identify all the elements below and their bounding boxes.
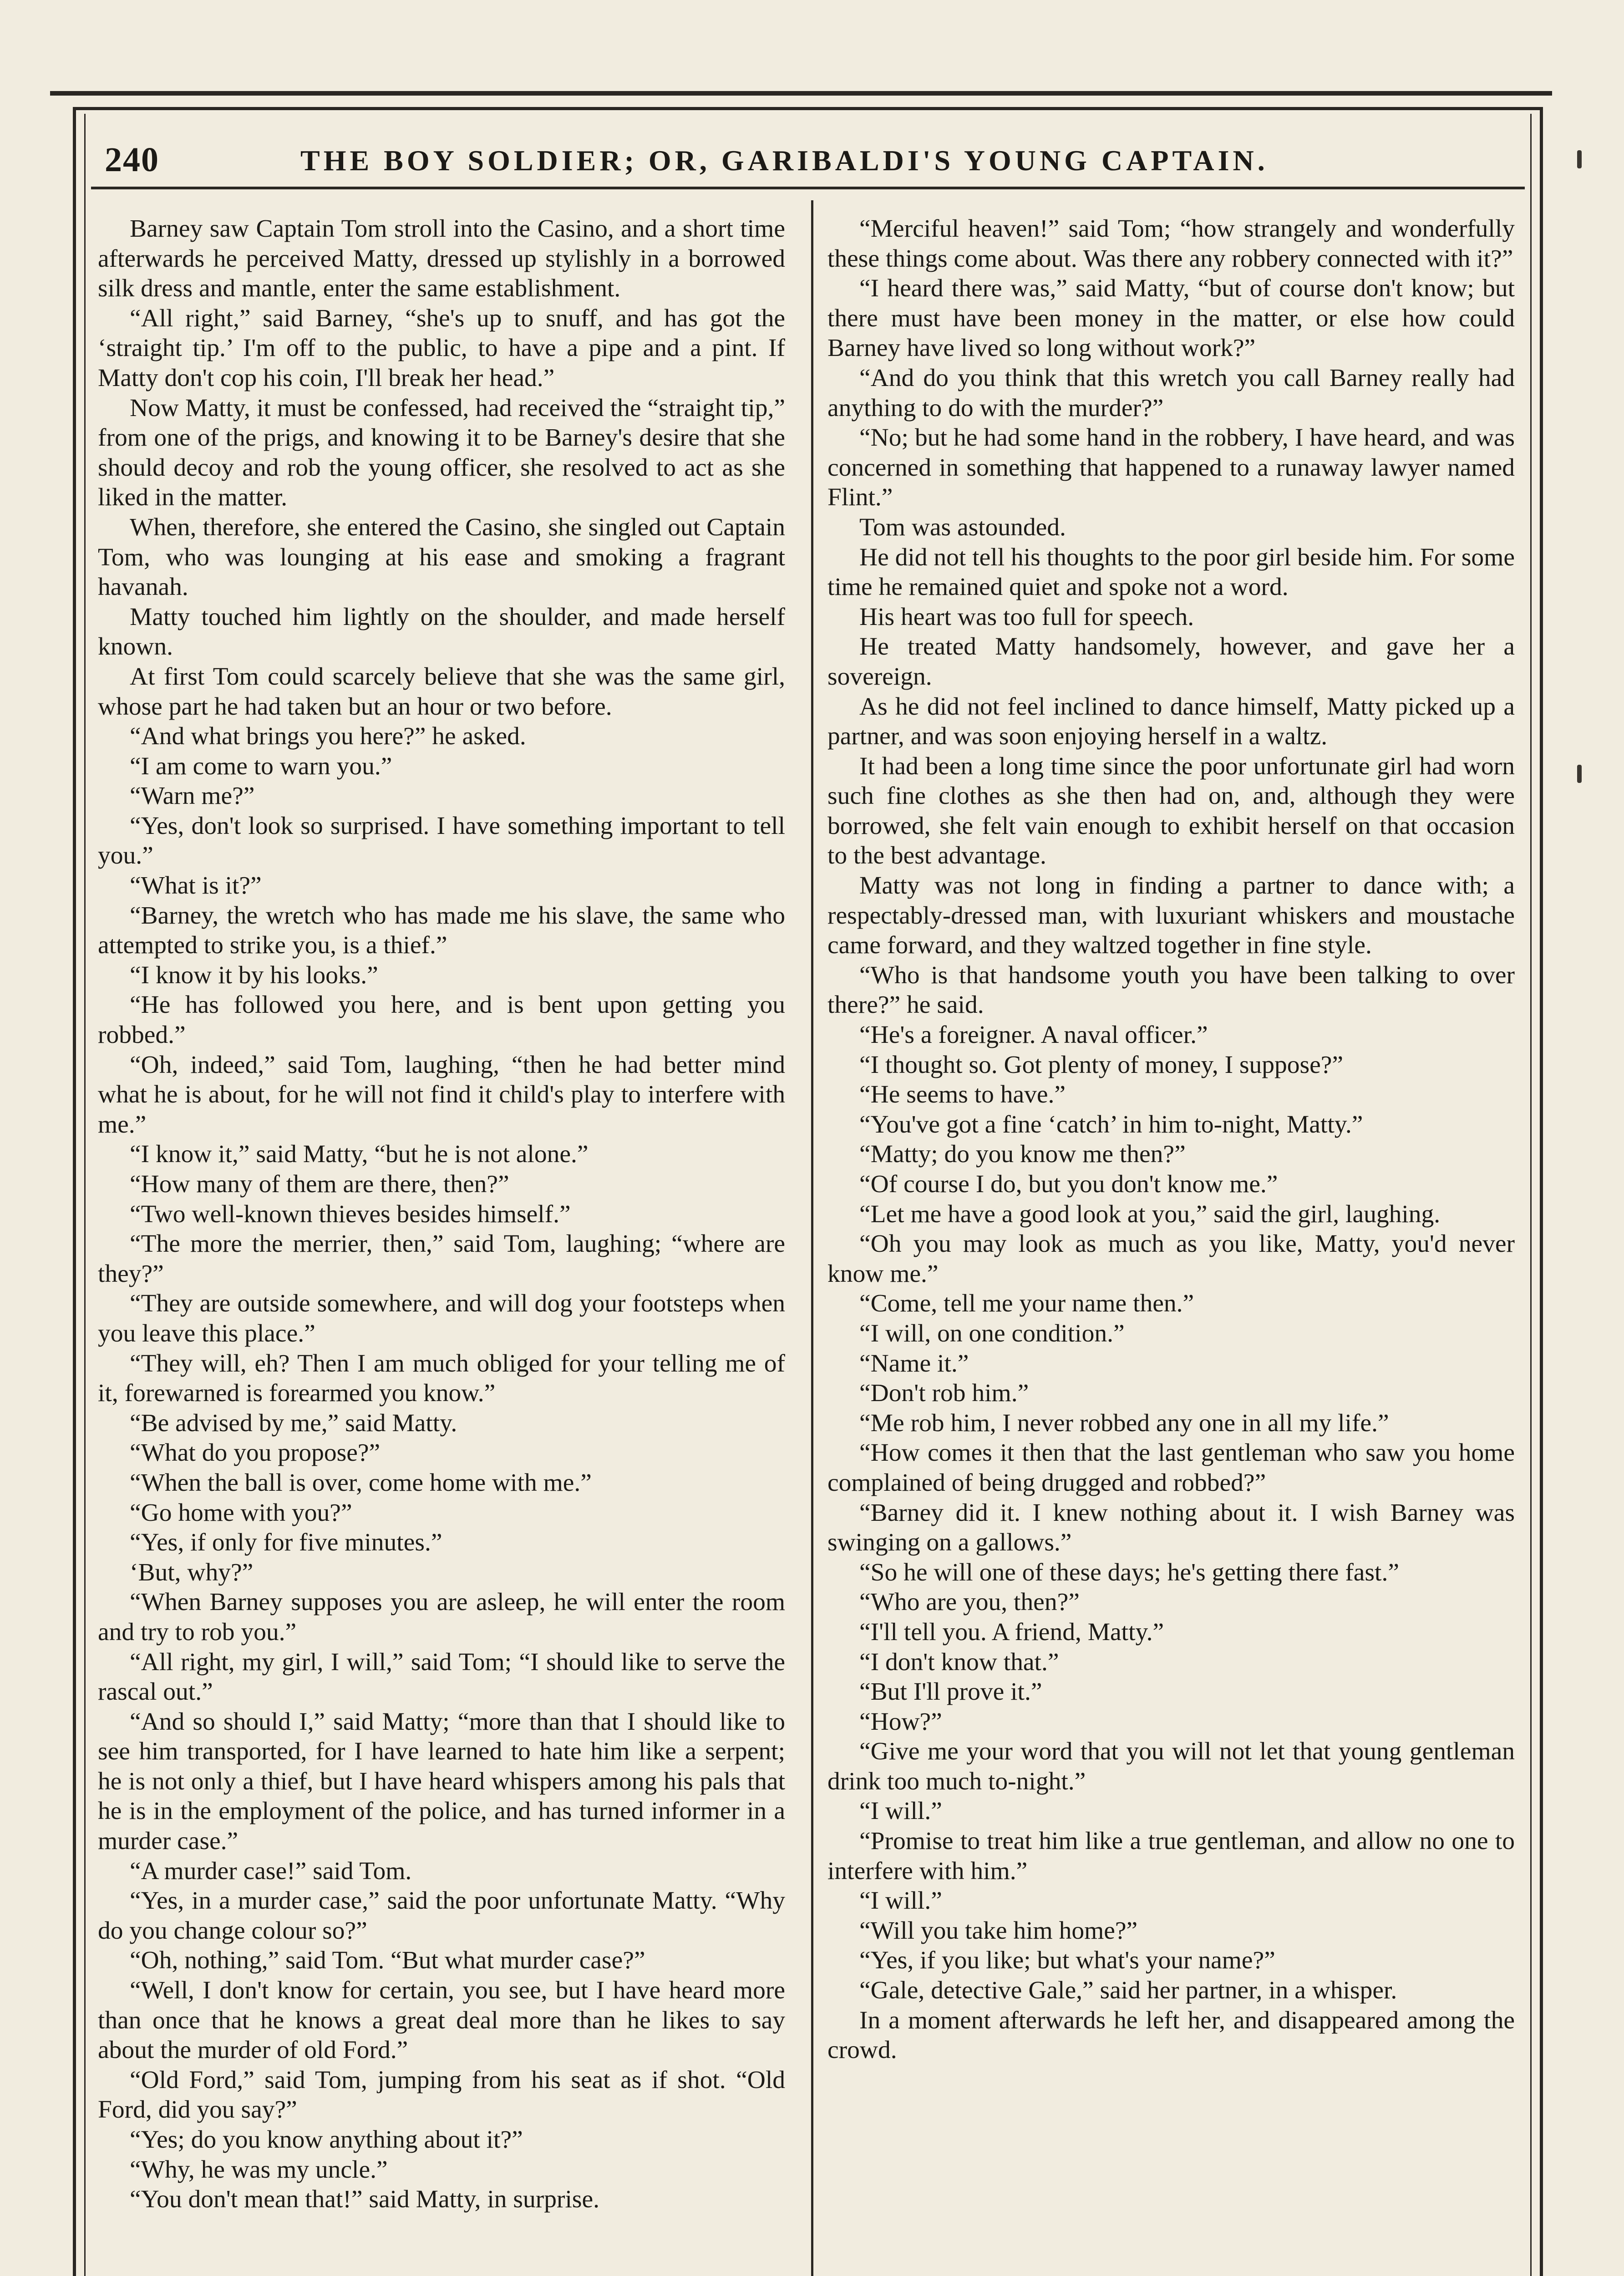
right-column	[827, 214, 1515, 2065]
body-paragraph: “Barney, the wretch who has made me his slave, the same who attempted to strike you, is a thief.”	[98, 901, 785, 960]
body-paragraph: “I heard there was,” said Matty, “but of course don't know; but there must have been money in the matter, or else how could Barney have lived so long without work?”	[827, 274, 1515, 362]
body-paragraph: “I will.”	[859, 1797, 942, 1825]
body-paragraph: “He seems to have.”	[859, 1081, 1066, 1109]
body-paragraph: “Let me have a good look at you,” said the girl, laughing.	[859, 1200, 1441, 1228]
body-paragraph: “I will, on one condition.”	[859, 1319, 1125, 1347]
body-paragraph: “He has followed you here, and is bent upon getting you robbed.”	[98, 991, 785, 1049]
body-paragraph: “Will you take him home?”	[859, 1916, 1138, 1945]
body-paragraph: “Merciful heaven!” said Tom; “how strangely and wonderfully these things come about. Was there any robbery connected with it?”	[827, 215, 1515, 273]
body-paragraph: “Be advised by me,” said Matty.	[130, 1409, 457, 1437]
body-paragraph: “Name it.”	[859, 1349, 969, 1377]
page-number: 240	[105, 141, 159, 179]
running-title: THE BOY SOLDIER; OR, GARIBALDI'S YOUNG CAPTAIN.	[300, 144, 1269, 177]
body-paragraph: “So he will one of these days; he's getting there fast.”	[859, 1558, 1399, 1586]
body-paragraph: “Old Ford,” said Tom, jumping from his seat as if shot. “Old Ford, did you say?”	[98, 2066, 785, 2124]
body-paragraph: It had been a long time since the poor unfortunate girl had worn such fine clothes as she then had on, and, although they were borrowed, she felt vain enough to exhibit herself on that occasion to the best advantage.	[827, 752, 1515, 870]
body-paragraph: Now Matty, it must be confessed, had received the “straight tip,” from one of the prigs, and knowing it to be Barney's desire that she should decoy and rob the young officer, she resolved to act as she liked in the matter.	[98, 394, 785, 512]
body-paragraph: “Yes, if you like; but what's your name?”	[859, 1946, 1275, 1975]
body-paragraph: “How comes it then that the last gentleman who saw you home complained of being drugged and robbed?”	[827, 1439, 1515, 1497]
body-paragraph: “A murder case!” said Tom.	[130, 1857, 412, 1885]
body-paragraph: “Oh you may look as much as you like, Matty, you'd never know me.”	[827, 1230, 1515, 1288]
body-paragraph: “Oh, indeed,” said Tom, laughing, “then he had better mind what he is about, for he will not find it child's play to interfere with me.”	[98, 1051, 785, 1138]
body-paragraph: “Warn me?”	[130, 782, 255, 810]
edge-mark	[1577, 150, 1582, 168]
body-paragraph: ‘But, why?”	[130, 1558, 254, 1586]
body-paragraph: “What is it?”	[130, 872, 262, 900]
body-paragraph: “Me rob him, I never robbed any one in all my life.”	[859, 1409, 1389, 1437]
body-paragraph: “Two well-known thieves besides himself.”	[130, 1200, 571, 1228]
body-paragraph: “When the ball is over, come home with me.”	[130, 1468, 592, 1497]
body-paragraph: “How many of them are there, then?”	[130, 1170, 509, 1198]
body-paragraph: “Come, tell me your name then.”	[859, 1290, 1194, 1318]
body-paragraph: “And do you think that this wretch you call Barney really had anything to do with the murder?”	[827, 364, 1515, 422]
body-paragraph: “I thought so. Got plenty of money, I suppose?”	[859, 1051, 1344, 1079]
body-paragraph: “But I'll prove it.”	[859, 1678, 1042, 1706]
left-column	[98, 214, 785, 2215]
body-paragraph: Matty touched him lightly on the shoulder, and made herself known.	[98, 603, 785, 661]
body-paragraph: “Of course I do, but you don't know me.”	[859, 1170, 1278, 1198]
body-paragraph: “Why, he was my uncle.”	[130, 2155, 388, 2184]
body-paragraph: “Well, I don't know for certain, you see, but I have heard more than once that he knows a great deal more than he likes to say about the murder of old Ford.”	[98, 1976, 785, 2064]
body-paragraph: “How?”	[859, 1707, 942, 1736]
body-paragraph: “Yes, don't look so surprised. I have something important to tell you.”	[98, 812, 785, 870]
body-paragraph: In a moment afterwards he left her, and disappeared among the crowd.	[827, 2006, 1515, 2064]
body-paragraph: “He's a foreigner. A naval officer.”	[859, 1021, 1208, 1049]
body-paragraph: Tom was astounded.	[859, 513, 1066, 541]
body-paragraph: “Gale, detective Gale,” said her partner, in a whisper.	[859, 1976, 1397, 2005]
body-paragraph: “And what brings you here?” he asked.	[130, 722, 526, 751]
body-paragraph: “All right,” said Barney, “she's up to snuff, and has got the ‘straight tip.’ I'm off to the public, to have a pipe and a pint. If Matty don't cop his coin, I'll break her head.”	[98, 304, 785, 392]
body-paragraph: “I will.”	[859, 1887, 942, 1915]
body-paragraph: “I know it by his looks.”	[130, 961, 378, 989]
body-paragraph: “Don't rob him.”	[859, 1379, 1029, 1407]
header-rule	[91, 187, 1525, 189]
edge-mark	[1577, 765, 1582, 783]
column-divider	[811, 200, 813, 2276]
body-paragraph: “I'll tell you. A friend, Matty.”	[859, 1618, 1164, 1646]
body-paragraph: “I am come to warn you.”	[130, 752, 392, 780]
body-paragraph: “Who is that handsome youth you have been talking to over there?” he said.	[827, 961, 1515, 1019]
body-paragraph: “And so should I,” said Matty; “more than that I should like to see him transported, for I have learned to hate him like a serpent; he is not only a thief, but I have heard whispers among his pals that he is in the employment of the police, and has turned informer in a murder case.”	[98, 1707, 785, 1855]
body-paragraph: Barney saw Captain Tom stroll into the Casino, and a short time afterwards he perceived Matty, dressed up stylishly in a borrowed silk dress and mantle, enter the same establishment.	[98, 215, 785, 303]
body-paragraph: “You don't mean that!” said Matty, in surprise.	[130, 2185, 599, 2214]
body-paragraph: He did not tell his thoughts to the poor girl beside him. For some time he remained quiet and spoke not a word.	[827, 543, 1515, 601]
body-paragraph: “Go home with you?”	[130, 1499, 352, 1527]
body-paragraph: “Yes, if only for five minutes.”	[130, 1529, 442, 1557]
body-paragraph: “Yes, in a murder case,” said the poor unfortunate Matty. “Why do you change colour so?”	[98, 1887, 785, 1945]
body-paragraph: His heart was too full for speech.	[859, 603, 1194, 631]
body-paragraph: “They will, eh? Then I am much obliged for your telling me of it, forewarned is forearmed you know.”	[98, 1349, 785, 1407]
body-paragraph: He treated Matty handsomely, however, and gave her a sovereign.	[827, 633, 1515, 691]
body-paragraph: “What do you propose?”	[130, 1439, 381, 1467]
body-paragraph: “Oh, nothing,” said Tom. “But what murder case?”	[130, 1946, 645, 1975]
body-paragraph: “You've got a fine ‘catch’ in him to-night, Matty.”	[859, 1110, 1363, 1138]
page-header	[96, 132, 1529, 187]
body-paragraph: “They are outside somewhere, and will dog your footsteps when you leave this place.”	[98, 1290, 785, 1347]
body-paragraph: “When Barney supposes you are asleep, he will enter the room and try to rob you.”	[98, 1588, 785, 1646]
body-paragraph: At first Tom could scarcely believe that she was the same girl, whose part he had taken but an hour or two before.	[98, 662, 785, 721]
body-paragraph: “Who are you, then?”	[859, 1588, 1080, 1616]
body-paragraph: As he did not feel inclined to dance himself, Matty picked up a partner, and was soon enjoying herself in a waltz.	[827, 692, 1515, 751]
body-paragraph: “All right, my girl, I will,” said Tom; “I should like to serve the rascal out.”	[98, 1648, 785, 1706]
body-paragraph: “The more the merrier, then,” said Tom, laughing; “where are they?”	[98, 1230, 785, 1288]
body-paragraph: “Yes; do you know anything about it?”	[130, 2126, 523, 2154]
body-paragraph: Matty was not long in finding a partner to dance with; a respectably-dressed man, with luxuriant whiskers and moustache came forward, and they waltzed together in fine style.	[827, 872, 1515, 960]
body-paragraph: When, therefore, she entered the Casino, she singled out Captain Tom, who was lounging at his ease and smoking a fragrant havanah.	[98, 513, 785, 601]
body-paragraph: “No; but he had some hand in the robbery, I have heard, and was concerned in something that happened to a runaway lawyer named Flint.”	[827, 424, 1515, 512]
body-paragraph: “Barney did it. I knew nothing about it. I wish Barney was swinging on a gallows.”	[827, 1499, 1515, 1557]
body-paragraph: “I don't know that.”	[859, 1648, 1059, 1676]
top-border-rule	[50, 91, 1552, 96]
body-paragraph: “Give me your word that you will not let that young gentleman drink too much to-night.”	[827, 1737, 1515, 1795]
body-paragraph: “I know it,” said Matty, “but he is not alone.”	[130, 1140, 589, 1168]
body-paragraph: “Matty; do you know me then?”	[859, 1140, 1186, 1168]
body-paragraph: “Promise to treat him like a true gentleman, and allow no one to interfere with him.”	[827, 1827, 1515, 1885]
